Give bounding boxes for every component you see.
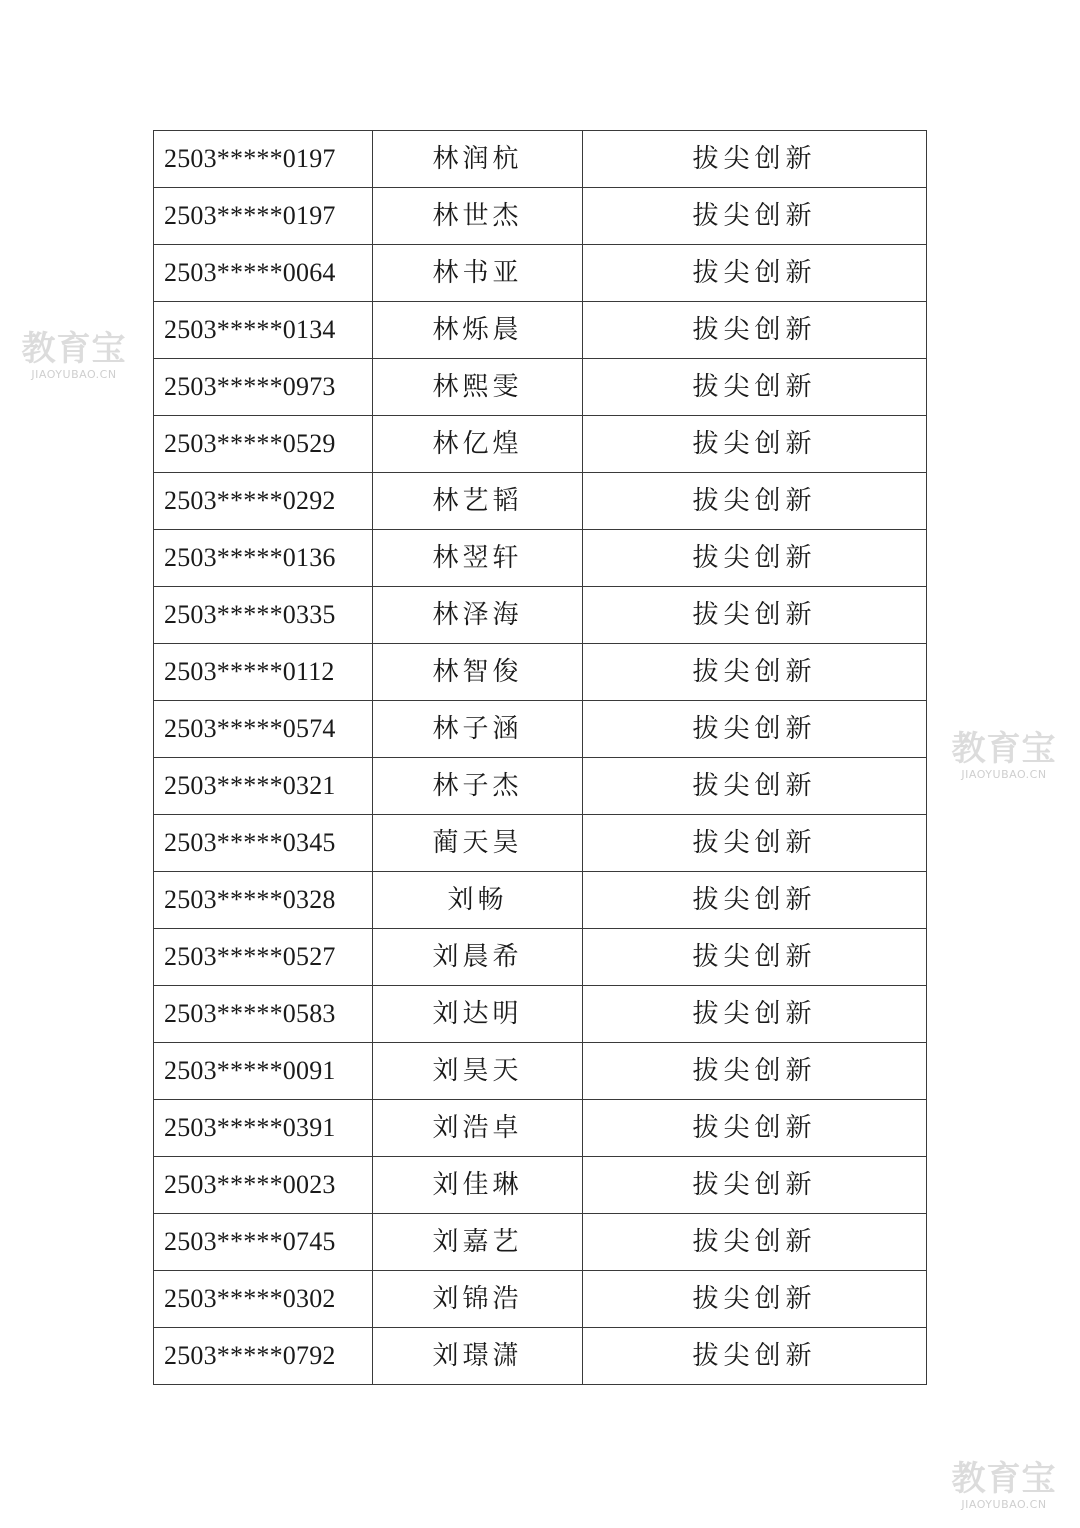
student-name-cell: 林烁晨 — [373, 302, 583, 359]
student-id-cell: 2503*****0197 — [154, 131, 373, 188]
student-name-cell: 林艺韬 — [373, 473, 583, 530]
student-id-cell: 2503*****0345 — [154, 815, 373, 872]
table-row — [154, 416, 927, 473]
watermark-left — [18, 329, 130, 381]
student-id-cell: 2503*****0321 — [154, 758, 373, 815]
watermark-url: JIAOYUBAO.CN — [961, 768, 1047, 781]
student-id-cell: 2503*****0529 — [154, 416, 373, 473]
student-name-cell: 林熙雯 — [373, 359, 583, 416]
student-id-cell: 2503*****0792 — [154, 1328, 373, 1385]
table-row — [154, 872, 927, 929]
roster-sheet — [153, 130, 927, 1385]
table-row — [154, 1328, 927, 1385]
table-row — [154, 986, 927, 1043]
student-name-cell: 刘浩卓 — [373, 1100, 583, 1157]
student-id-cell: 2503*****0335 — [154, 587, 373, 644]
student-name-cell: 刘嘉艺 — [373, 1214, 583, 1271]
student-id-cell: 2503*****0527 — [154, 929, 373, 986]
student-id-cell: 2503*****0064 — [154, 245, 373, 302]
table-row — [154, 1271, 927, 1328]
student-name-cell: 林润杭 — [373, 131, 583, 188]
roster-table — [153, 130, 927, 1385]
watermark-bottom-right — [948, 1459, 1060, 1511]
student-id-cell: 2503*****0292 — [154, 473, 373, 530]
table-row — [154, 929, 927, 986]
category-cell: 拔尖创新 — [583, 416, 927, 473]
student-name-cell: 林书亚 — [373, 245, 583, 302]
student-id-cell: 2503*****0023 — [154, 1157, 373, 1214]
student-id-cell: 2503*****0197 — [154, 188, 373, 245]
category-cell: 拔尖创新 — [583, 644, 927, 701]
student-name-cell: 刘达明 — [373, 986, 583, 1043]
category-cell: 拔尖创新 — [583, 701, 927, 758]
table-row — [154, 1100, 927, 1157]
student-name-cell: 林子涵 — [373, 701, 583, 758]
watermark-logo-text: 教育宝 — [951, 1459, 1057, 1499]
table-row — [154, 1214, 927, 1271]
table-row — [154, 131, 927, 188]
student-name-cell: 林泽海 — [373, 587, 583, 644]
category-cell: 拔尖创新 — [583, 473, 927, 530]
student-name-cell: 林世杰 — [373, 188, 583, 245]
table-row — [154, 530, 927, 587]
category-cell: 拔尖创新 — [583, 872, 927, 929]
student-name-cell: 林亿煌 — [373, 416, 583, 473]
category-cell: 拔尖创新 — [583, 302, 927, 359]
table-row — [154, 701, 927, 758]
student-id-cell: 2503*****0134 — [154, 302, 373, 359]
category-cell: 拔尖创新 — [583, 929, 927, 986]
student-id-cell: 2503*****0745 — [154, 1214, 373, 1271]
student-id-cell: 2503*****0136 — [154, 530, 373, 587]
category-cell: 拔尖创新 — [583, 986, 927, 1043]
category-cell: 拔尖创新 — [583, 1328, 927, 1385]
category-cell: 拔尖创新 — [583, 758, 927, 815]
watermark-logo-text: 教育宝 — [21, 329, 127, 369]
student-name-cell: 刘锦浩 — [373, 1271, 583, 1328]
student-name-cell: 刘畅 — [373, 872, 583, 929]
category-cell: 拔尖创新 — [583, 1214, 927, 1271]
table-row — [154, 758, 927, 815]
table-row — [154, 245, 927, 302]
table-row — [154, 359, 927, 416]
category-cell: 拔尖创新 — [583, 1157, 927, 1214]
student-id-cell: 2503*****0583 — [154, 986, 373, 1043]
category-cell: 拔尖创新 — [583, 188, 927, 245]
student-id-cell: 2503*****0328 — [154, 872, 373, 929]
table-row — [154, 302, 927, 359]
table-row — [154, 473, 927, 530]
watermark-url: JIAOYUBAO.CN — [961, 1498, 1047, 1511]
category-cell: 拔尖创新 — [583, 1100, 927, 1157]
student-name-cell: 刘晨希 — [373, 929, 583, 986]
student-name-cell: 刘昊天 — [373, 1043, 583, 1100]
category-cell: 拔尖创新 — [583, 587, 927, 644]
category-cell: 拔尖创新 — [583, 530, 927, 587]
student-name-cell: 林子杰 — [373, 758, 583, 815]
table-row — [154, 587, 927, 644]
category-cell: 拔尖创新 — [583, 359, 927, 416]
student-id-cell: 2503*****0391 — [154, 1100, 373, 1157]
student-name-cell: 刘璟潇 — [373, 1328, 583, 1385]
student-id-cell: 2503*****0973 — [154, 359, 373, 416]
table-row — [154, 1043, 927, 1100]
table-row — [154, 644, 927, 701]
watermark-right — [948, 729, 1060, 781]
table-row — [154, 1157, 927, 1214]
student-id-cell: 2503*****0091 — [154, 1043, 373, 1100]
watermark-url: JIAOYUBAO.CN — [31, 368, 117, 381]
student-id-cell: 2503*****0302 — [154, 1271, 373, 1328]
student-id-cell: 2503*****0112 — [154, 644, 373, 701]
watermark-logo-text: 教育宝 — [951, 729, 1057, 769]
student-name-cell: 刘佳琳 — [373, 1157, 583, 1214]
category-cell: 拔尖创新 — [583, 1271, 927, 1328]
category-cell: 拔尖创新 — [583, 815, 927, 872]
student-name-cell: 蔺天昊 — [373, 815, 583, 872]
category-cell: 拔尖创新 — [583, 131, 927, 188]
student-name-cell: 林翌轩 — [373, 530, 583, 587]
student-id-cell: 2503*****0574 — [154, 701, 373, 758]
table-row — [154, 815, 927, 872]
table-row — [154, 188, 927, 245]
roster-table-body — [154, 131, 927, 1385]
category-cell: 拔尖创新 — [583, 1043, 927, 1100]
category-cell: 拔尖创新 — [583, 245, 927, 302]
student-name-cell: 林智俊 — [373, 644, 583, 701]
